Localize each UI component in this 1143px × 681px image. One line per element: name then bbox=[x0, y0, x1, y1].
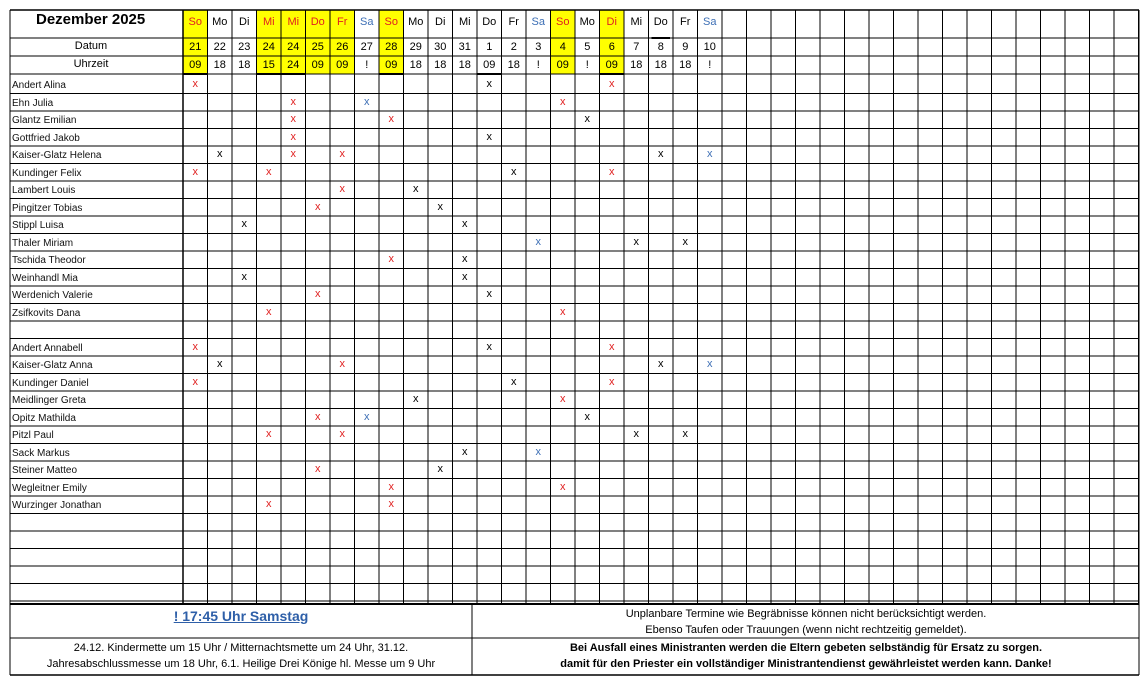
date-cell: 10 bbox=[703, 41, 716, 53]
person-name: Wegleitner Emily bbox=[12, 482, 87, 494]
attendance-mark: x bbox=[290, 95, 296, 108]
attendance-mark: x bbox=[266, 165, 272, 178]
attendance-mark: x bbox=[339, 183, 345, 195]
weekday-cell: Sa bbox=[531, 16, 545, 28]
weekday-cell: Do bbox=[653, 16, 668, 28]
weekday-cell: Fr bbox=[337, 16, 348, 28]
date-cell: 4 bbox=[559, 41, 566, 53]
attendance-mark: x bbox=[609, 78, 615, 90]
date-cell: 23 bbox=[238, 41, 251, 53]
attendance-mark: x bbox=[217, 148, 223, 160]
attendance-mark: x bbox=[560, 95, 566, 108]
weekday-cell: Di bbox=[435, 16, 446, 28]
attendance-mark: x bbox=[388, 480, 394, 493]
unplanned-note-line-2: Ebenso Taufen oder Trauungen (wenn nicht rechtzeitig gemeldet). bbox=[645, 624, 967, 636]
person-name: Sack Markus bbox=[12, 447, 70, 459]
time-cell: 24 bbox=[287, 59, 300, 71]
weekday-cell: So bbox=[384, 16, 398, 28]
date-cell: 26 bbox=[336, 41, 349, 53]
person-name: Andert Alina bbox=[12, 80, 66, 91]
date-cell: 29 bbox=[409, 41, 422, 53]
absence-note-line-1: Bei Ausfall eines Ministranten werden die Eltern gebeten selbständig für Ersatz zu sorgen. bbox=[569, 642, 1043, 654]
attendance-mark: x bbox=[192, 340, 198, 353]
attendance-mark: x bbox=[535, 235, 541, 248]
date-cell: 31 bbox=[458, 41, 471, 53]
weekday-cell: Di bbox=[239, 16, 250, 28]
person-name: Gottfried Jakob bbox=[12, 132, 80, 144]
date-cell: 9 bbox=[682, 41, 689, 53]
date-cell: 22 bbox=[213, 41, 226, 53]
uhrzeit-label: Uhrzeit bbox=[73, 58, 109, 70]
attendance-mark: x bbox=[584, 410, 590, 423]
attendance-mark: x bbox=[437, 200, 443, 213]
date-cell: 1 bbox=[486, 41, 493, 53]
date-cell: 6 bbox=[608, 41, 615, 53]
attendance-mark: x bbox=[192, 78, 198, 90]
attendance-mark: x bbox=[462, 218, 468, 230]
time-cell: 09 bbox=[556, 59, 569, 71]
time-cell: 09 bbox=[311, 59, 324, 71]
attendance-mark: x bbox=[388, 253, 394, 265]
attendance-mark: x bbox=[266, 498, 272, 510]
datum-label: Datum bbox=[74, 40, 108, 52]
attendance-mark: x bbox=[315, 410, 321, 423]
attendance-mark: x bbox=[339, 428, 345, 440]
person-name: Kundinger Daniel bbox=[12, 377, 89, 389]
person-name: Weinhandl Mia bbox=[12, 272, 78, 284]
attendance-mark: x bbox=[339, 358, 345, 370]
weekday-cell: Sa bbox=[703, 16, 717, 28]
time-cell: 18 bbox=[458, 59, 471, 71]
attendance-mark: x bbox=[511, 375, 517, 388]
person-name: Kaiser-Glatz Anna bbox=[12, 360, 93, 371]
attendance-mark: x bbox=[290, 148, 296, 160]
person-name: Steiner Matteo bbox=[12, 465, 78, 476]
weekday-cell: Fr bbox=[508, 16, 519, 28]
unplanned-note-line-1: Unplanbare Termine wie Begräbnisse können nicht berücksichtigt werden. bbox=[625, 608, 987, 620]
attendance-mark: x bbox=[339, 148, 345, 160]
weekday-cell: Di bbox=[606, 16, 617, 28]
attendance-mark: x bbox=[413, 183, 419, 195]
attendance-mark: x bbox=[486, 78, 492, 90]
attendance-mark: x bbox=[388, 498, 394, 510]
attendance-mark: x bbox=[535, 445, 541, 458]
date-cell: 24 bbox=[287, 41, 300, 53]
person-name: Glantz Emilian bbox=[12, 115, 77, 126]
attendance-mark: x bbox=[486, 340, 492, 353]
month-title: Dezember 2025 bbox=[36, 11, 146, 28]
saturday-note: ! 17:45 Uhr Samstag bbox=[173, 608, 309, 624]
attendance-mark: x bbox=[266, 305, 272, 318]
attendance-mark: x bbox=[364, 95, 370, 108]
attendance-mark: x bbox=[364, 410, 370, 423]
attendance-mark: x bbox=[609, 340, 615, 353]
weekday-cell: Mo bbox=[212, 16, 228, 28]
attendance-mark: x bbox=[511, 165, 517, 178]
weekday-cell: Mi bbox=[458, 16, 471, 28]
person-name: Zsifkovits Dana bbox=[12, 307, 81, 319]
time-cell: 09 bbox=[385, 59, 398, 71]
attendance-mark: x bbox=[266, 428, 272, 440]
attendance-mark: x bbox=[633, 235, 639, 248]
time-cell: 18 bbox=[434, 59, 447, 71]
time-cell: ! bbox=[536, 59, 540, 71]
attendance-mark: x bbox=[707, 148, 713, 160]
absence-note-line-2: damit für den Priester ein vollständiger Ministrantendienst gewährleistet werden kann. Danke! bbox=[560, 658, 1052, 670]
time-cell: 18 bbox=[238, 59, 251, 71]
time-cell: 18 bbox=[213, 59, 226, 71]
time-cell: 18 bbox=[679, 59, 692, 71]
attendance-mark: x bbox=[609, 375, 615, 388]
time-cell: 09 bbox=[483, 59, 496, 71]
attendance-mark: x bbox=[609, 165, 615, 178]
attendance-mark: x bbox=[315, 463, 321, 475]
attendance-mark: x bbox=[217, 358, 223, 370]
weekday-cell: Do bbox=[482, 16, 497, 28]
attendance-mark: x bbox=[560, 480, 566, 493]
date-cell: 3 bbox=[535, 41, 542, 53]
time-cell: ! bbox=[365, 59, 369, 71]
person-name: Pingitzer Tobias bbox=[12, 202, 83, 214]
attendance-mark: x bbox=[290, 113, 296, 125]
attendance-mark: x bbox=[658, 148, 664, 160]
person-name: Werdenich Valerie bbox=[12, 290, 93, 301]
date-cell: 25 bbox=[311, 41, 324, 53]
attendance-mark: x bbox=[682, 428, 688, 440]
attendance-mark: x bbox=[462, 270, 468, 283]
attendance-mark: x bbox=[290, 130, 296, 143]
schedule-note-line-2: Jahresabschlussmesse um 18 Uhr, 6.1. Heilige Drei Könige hl. Messe um 9 Uhr bbox=[46, 658, 436, 670]
attendance-mark: x bbox=[462, 253, 468, 265]
date-cell: 8 bbox=[657, 41, 664, 53]
time-cell: 18 bbox=[630, 59, 643, 71]
attendance-mark: x bbox=[388, 113, 394, 125]
attendance-mark: x bbox=[315, 288, 321, 300]
person-name: Andert Annabell bbox=[12, 342, 83, 354]
date-cell: 24 bbox=[262, 41, 275, 53]
time-cell: 18 bbox=[654, 59, 667, 71]
date-cell: 30 bbox=[434, 41, 447, 53]
time-cell: ! bbox=[585, 59, 589, 71]
attendance-mark: x bbox=[560, 305, 566, 318]
person-name: Stippl Luisa bbox=[12, 220, 64, 231]
person-name: Meidlinger Greta bbox=[12, 395, 86, 406]
time-cell: 09 bbox=[605, 59, 618, 71]
weekday-cell: Sa bbox=[360, 16, 374, 28]
person-name: Ehn Julia bbox=[12, 97, 54, 109]
attendance-mark: x bbox=[241, 218, 247, 230]
attendance-mark: x bbox=[462, 445, 468, 458]
weekday-cell: Do bbox=[310, 16, 325, 28]
weekday-cell: So bbox=[188, 16, 202, 28]
date-cell: 28 bbox=[385, 41, 398, 53]
time-cell: 09 bbox=[336, 59, 349, 71]
attendance-mark: x bbox=[584, 113, 590, 125]
attendance-mark: x bbox=[192, 165, 198, 178]
person-name: Pitzl Paul bbox=[12, 430, 54, 441]
person-name: Wurzinger Jonathan bbox=[12, 500, 102, 511]
person-name: Kaiser-Glatz Helena bbox=[12, 150, 102, 161]
date-cell: 21 bbox=[189, 41, 202, 53]
weekday-cell: Mi bbox=[287, 16, 300, 28]
date-cell: 2 bbox=[510, 41, 517, 53]
person-name: Thaler Miriam bbox=[12, 237, 74, 249]
weekday-cell: Mo bbox=[579, 16, 595, 28]
time-cell: 09 bbox=[189, 59, 202, 71]
date-cell: 7 bbox=[633, 41, 640, 53]
date-cell: 5 bbox=[584, 41, 591, 53]
person-name: Kundinger Felix bbox=[12, 167, 82, 179]
weekday-cell: Fr bbox=[680, 16, 691, 28]
attendance-mark: x bbox=[192, 375, 198, 388]
date-cell: 27 bbox=[360, 41, 373, 53]
attendance-mark: x bbox=[486, 288, 492, 300]
time-cell: 18 bbox=[507, 59, 520, 71]
attendance-mark: x bbox=[658, 358, 664, 370]
attendance-mark: x bbox=[682, 235, 688, 248]
person-name: Lambert Louis bbox=[12, 185, 76, 196]
weekday-cell: So bbox=[556, 16, 570, 28]
time-cell: ! bbox=[708, 59, 712, 71]
attendance-mark: x bbox=[315, 200, 321, 213]
time-cell: 15 bbox=[262, 59, 275, 71]
attendance-mark: x bbox=[486, 130, 492, 143]
weekday-cell: Mi bbox=[630, 16, 643, 28]
attendance-mark: x bbox=[707, 358, 713, 370]
weekday-cell: Mi bbox=[262, 16, 275, 28]
time-cell: 18 bbox=[409, 59, 422, 71]
attendance-mark: x bbox=[437, 463, 443, 475]
person-name: Tschida Theodor bbox=[12, 255, 86, 266]
person-name: Opitz Mathilda bbox=[12, 412, 76, 424]
attendance-mark: x bbox=[241, 270, 247, 283]
attendance-mark: x bbox=[413, 393, 419, 405]
attendance-mark: x bbox=[560, 393, 566, 405]
attendance-mark: x bbox=[633, 428, 639, 440]
weekday-cell: Mo bbox=[408, 16, 424, 28]
schedule-note-line-1: 24.12. Kindermette um 15 Uhr / Mitternachtsmette um 24 Uhr, 31.12. bbox=[73, 642, 409, 654]
